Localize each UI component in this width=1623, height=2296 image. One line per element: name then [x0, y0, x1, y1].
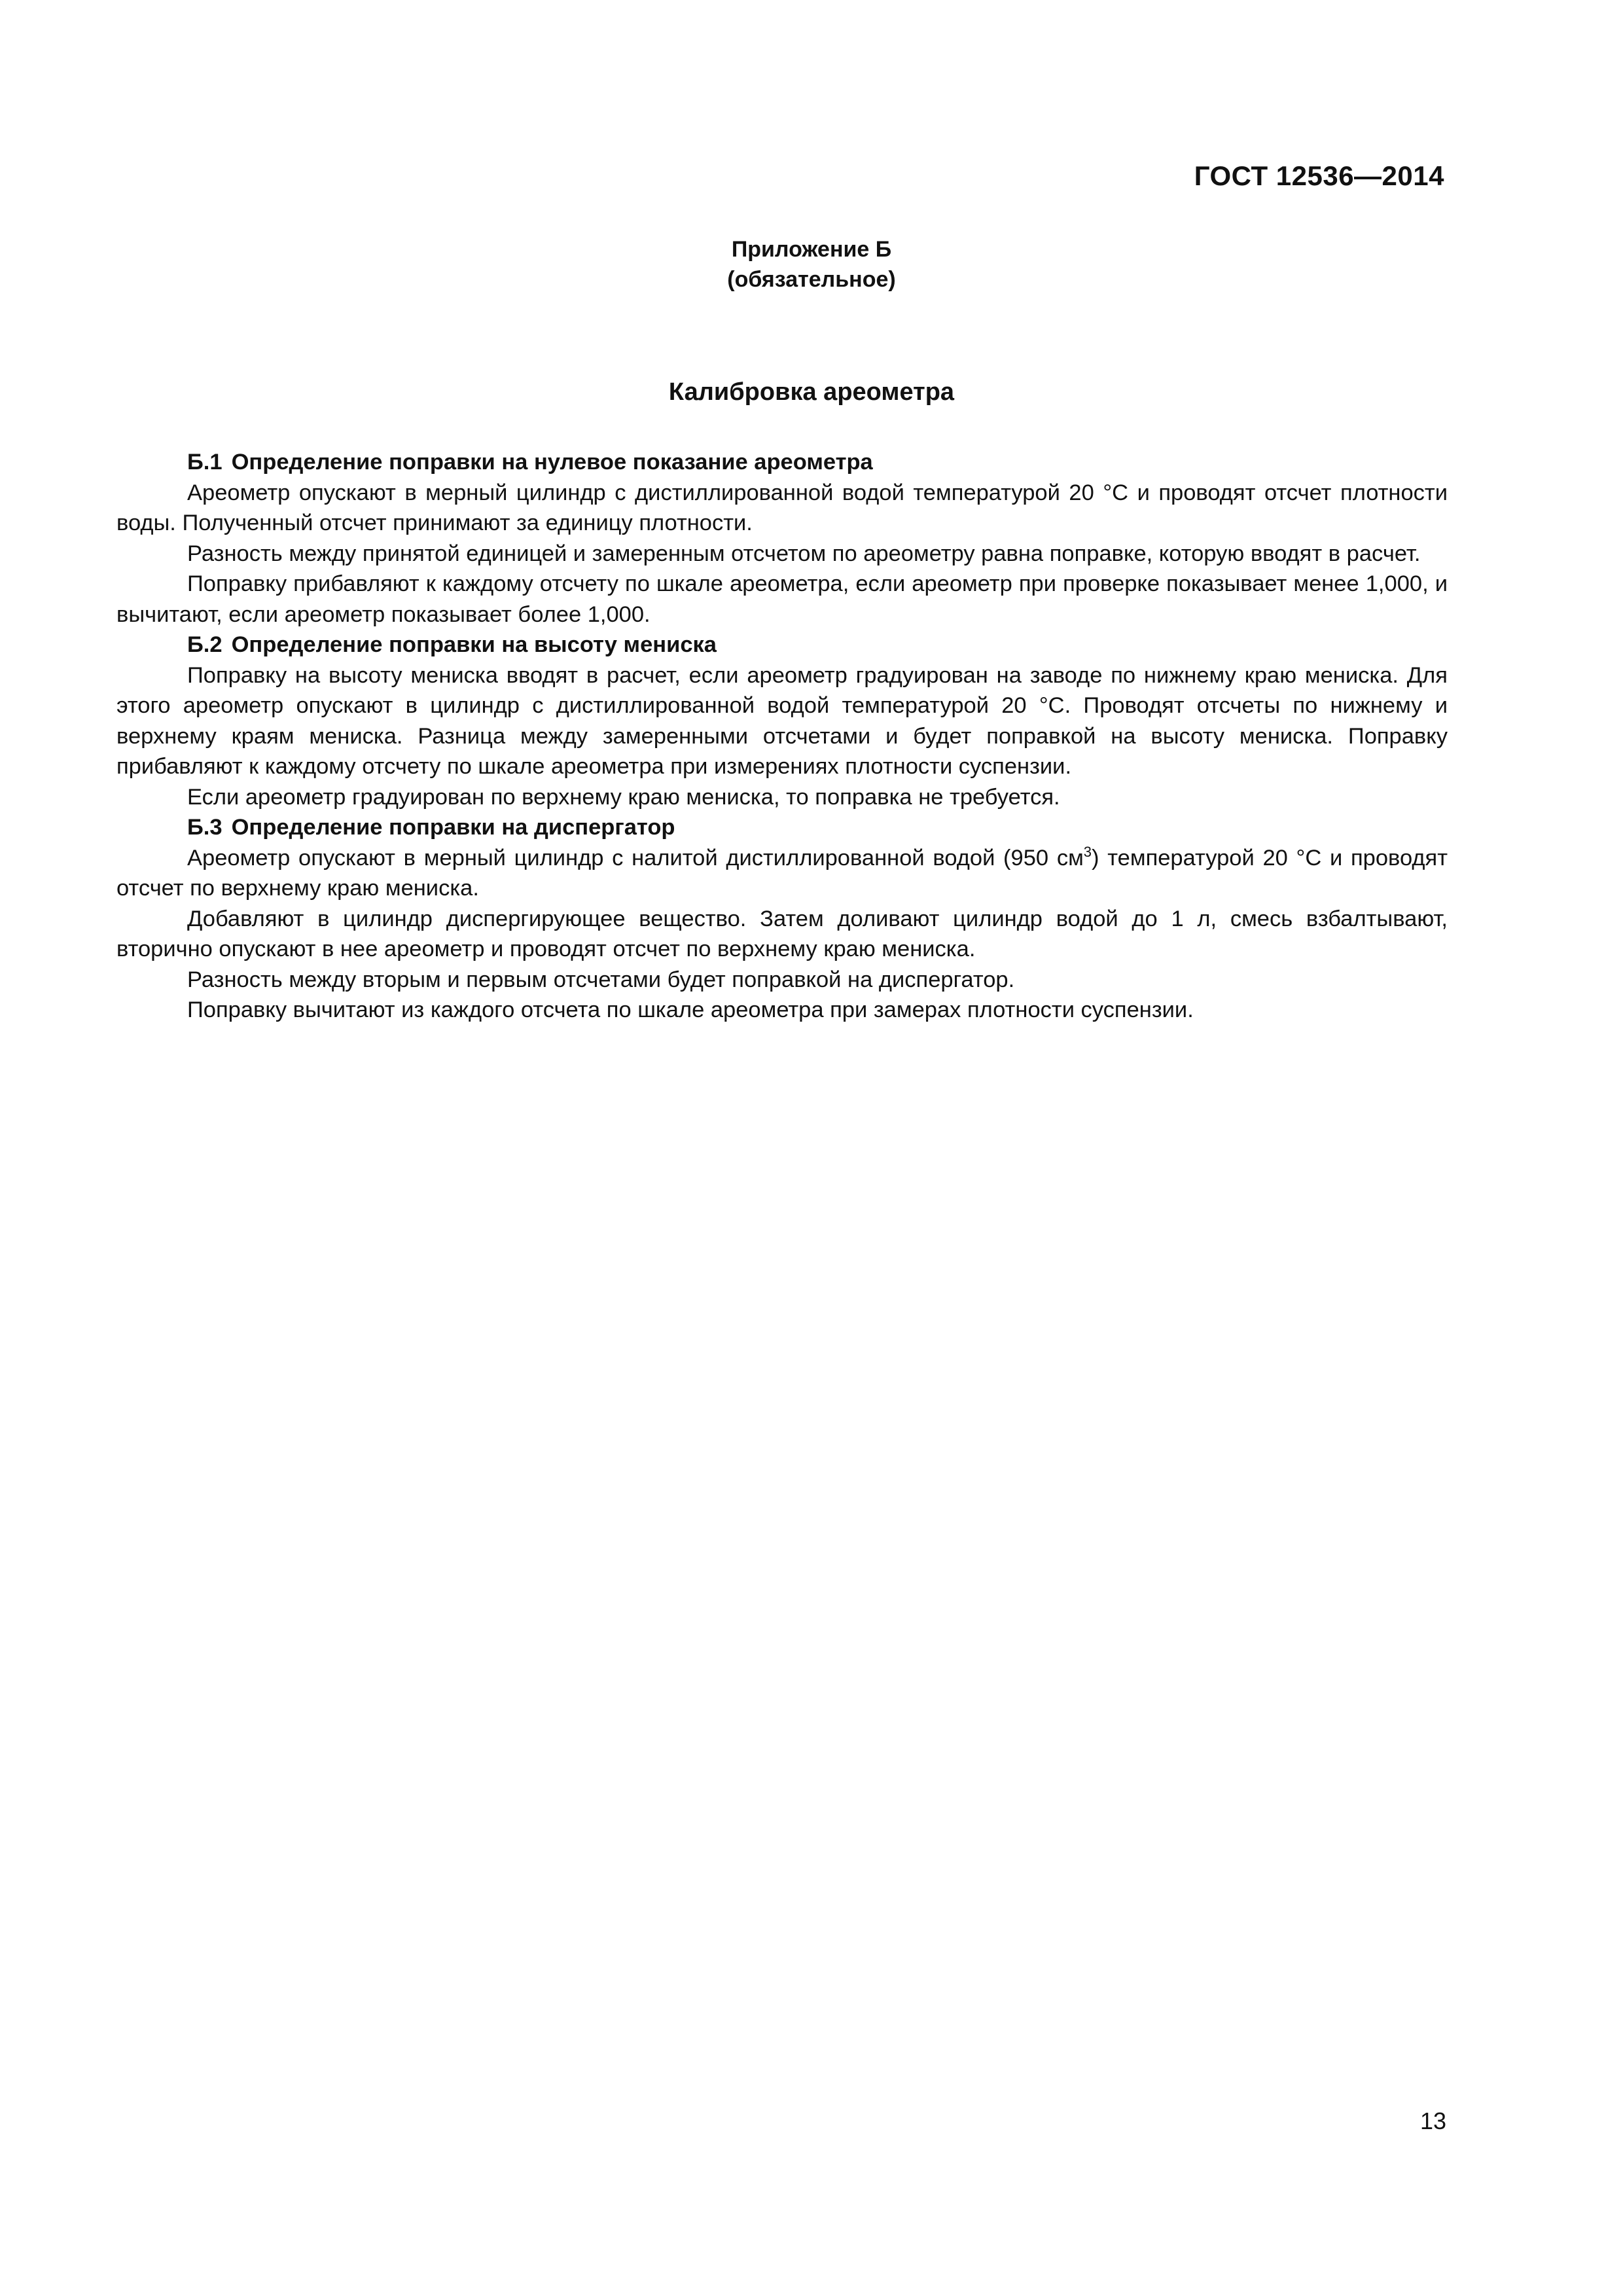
paragraph: Если ареометр градуирован по верхнему краю мениска, то поправка не требуется.: [187, 784, 1060, 810]
section-number: Б.2: [187, 632, 223, 657]
section-title: Определение поправки на нулевое показание ареометра: [231, 450, 873, 475]
page-number: 13: [1419, 2108, 1446, 2134]
superscript-cube: 3: [1083, 843, 1092, 860]
paragraph-text: Ареометр опускают в мерный цилиндр с налитой дистиллированной водой (950 см: [187, 845, 1084, 870]
section-title: Определение поправки на диспергатор: [231, 815, 675, 840]
annex-label: Приложение Б: [731, 237, 892, 262]
section-heading-b2: [116, 630, 1448, 660]
paragraph: Добавляют в цилиндр диспергирующее вещество. Затем доливают цилиндр водой до 1 л, смесь взбалтывают, вторично опускают в нее ареометр и проводят отсчет по верхнему краю мениска.: [116, 906, 1448, 961]
section-heading-b1: [116, 447, 1448, 478]
section-number: Б.1: [187, 450, 223, 475]
paragraph: Поправку вычитают из каждого отсчета по шкале ареометра при замерах плотности суспензии.: [187, 997, 1194, 1022]
annex-header: [0, 234, 1623, 295]
document-body: [116, 447, 1448, 1026]
annex-status: (обязательное): [727, 267, 896, 292]
paragraph: Разность между вторым и первым отсчетами будет поправкой на диспергатор.: [187, 967, 1015, 992]
paragraph: Разность между принятой единицей и замеренным отсчетом по ареометру равна поправке, которую вводят в расчет.: [187, 541, 1421, 566]
annex-title: Калибровка ареометра: [668, 378, 955, 406]
section-heading-b3: [116, 812, 1448, 843]
document-code: ГОСТ 12536—2014: [1194, 160, 1444, 191]
section-title: Определение поправки на высоту мениска: [231, 632, 717, 657]
paragraph: Поправку прибавляют к каждому отсчету по шкале ареометра, если ареометр при проверке показывает менее 1,000, и вычитают, если ареометр показывает более 1,000.: [116, 571, 1448, 627]
paragraph: Ареометр опускают в мерный цилиндр с дистиллированной водой температурой 20 °С и проводят отсчет плотности воды. Полученный отсчет принимают за единицу плотности.: [116, 480, 1448, 535]
paragraph: Поправку на высоту мениска вводят в расчет, если ареометр градуирован на заводе по нижнему краю мениска. Для этого ареометр опускают в цилиндр с дистиллированной водой температурой 20 °С. Проводят отсчеты по нижнему и верхнему краям мениска. Разница между замеренными отсчетами и будет поправкой на высоту мениска. Поправку прибавляют к каждому отсчету по шкале ареометра при измерениях плотности суспензии.: [116, 662, 1448, 779]
section-number: Б.3: [187, 815, 223, 840]
paragraph: [116, 843, 1448, 904]
paragraph-text-tail: ) температурой 20 °С и проводят отсчет по верхнему краю мениска.: [116, 845, 1448, 901]
